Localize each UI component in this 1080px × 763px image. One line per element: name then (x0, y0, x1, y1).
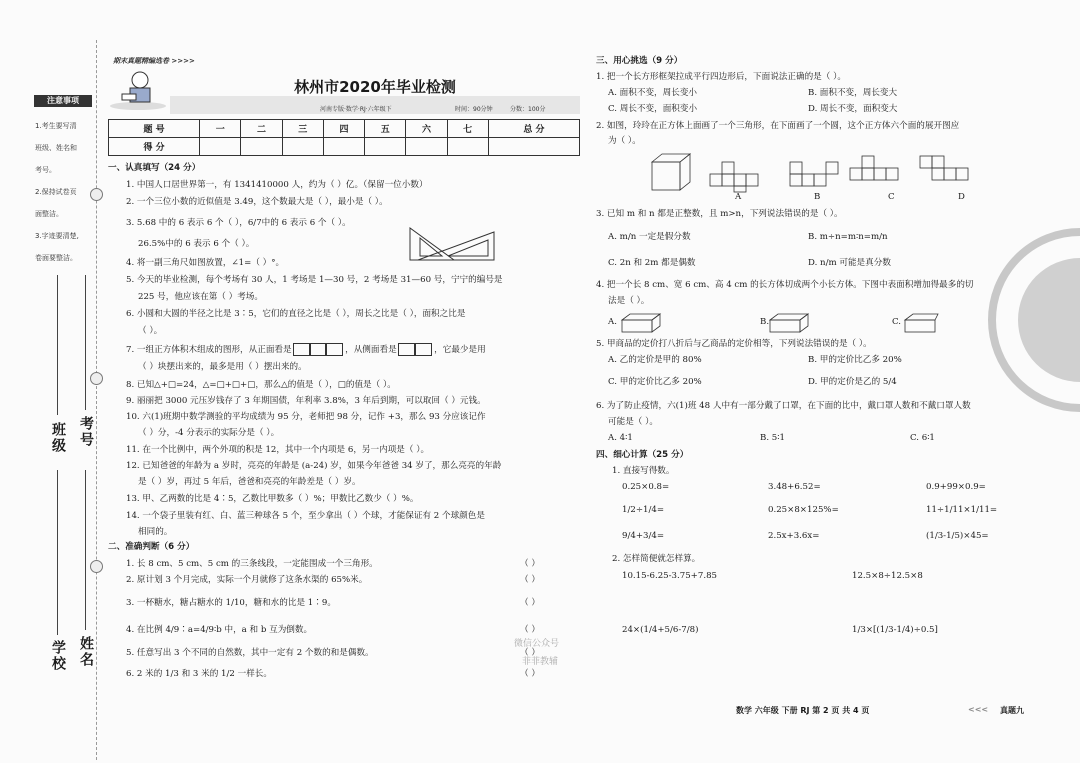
judge-question: 5. 任意写出 3 个不同的自然数，其中一定有 2 个数的和是偶数。 (126, 648, 374, 658)
binding-hole (90, 372, 103, 385)
question: 1. 中国人口居世界第一，有 1341410000 人，约为（ ）亿。（保留一位小数） (126, 180, 428, 190)
choice-question: 3. 已知 m 和 n 都是正整数，且 m>n，下列说法错误的是（ ）。 (596, 209, 843, 219)
answer-mark[interactable]: （ ） (520, 625, 540, 635)
option[interactable]: B. (760, 317, 770, 327)
question-text: ，它最少是用 (434, 345, 486, 355)
school-line (57, 470, 58, 635)
notice-line: 考号。 (35, 166, 56, 174)
sub-question: 1. 直接写得数。 (612, 466, 675, 476)
question: 26.5%中的 6 表示 6 个（ ）。 (138, 239, 255, 249)
question: （ ）。 (138, 326, 163, 336)
calc-item: 11÷1/11×1/11= (926, 505, 998, 515)
option[interactable]: C. 周长不变，面积变小 (608, 104, 698, 114)
option[interactable]: C. 甲的定价比乙多 20% (608, 377, 702, 387)
judge-question: 6. 2 米的 1/3 和 3 米的 1/2 一样长。 (126, 669, 272, 679)
score-table (108, 119, 580, 156)
option[interactable]: B. 5∶1 (760, 433, 785, 443)
table-cell: 六 (406, 120, 447, 138)
simplify-item: 1/3×[(1/3-1/4)÷0.5] (852, 625, 938, 635)
table-cell: 四 (323, 120, 364, 138)
score-input[interactable] (488, 138, 579, 156)
student-illustration (110, 66, 170, 110)
simplify-item: 10.15-6.25-3.75+7.85 (622, 571, 718, 581)
front-view-box (325, 343, 343, 356)
question: 8. 已知△+□=24，△=□+□+□，那么△的值是（ ），□的值是（ ）。 (126, 380, 396, 390)
question: 11. 在一个比例中，两个外项的积是 12，其中一个内项是 6，另一内项是（ ）。 (126, 445, 430, 455)
question: 9. 丽丽把 3000 元压岁钱存了 3 年期国债，年利率 3.8%，3 年后到期，可以取回（ ）元钱。 (126, 396, 486, 406)
option[interactable]: A. (608, 317, 617, 327)
question: 2. 一个三位小数的近似值是 3.49，这个数最大是（ ），最小是（ ）。 (126, 197, 388, 207)
notice-line: 卷面要整洁。 (35, 254, 77, 262)
cuboid-cuts-figure (620, 312, 940, 334)
calc-item: 2.5x+3.6x= (768, 531, 820, 541)
page-title: 林州市2020年毕业检测 (294, 78, 456, 96)
choice-question: 6. 为了防止疫情，六(1)班 48 人中有一部分戴了口罩，在下面的比中，戴口罩人数和不戴口罩人数 (596, 401, 971, 411)
judge-question: 3. 一杯糖水，糖占糖水的 1/10，糖和水的比是 1∶9。 (126, 598, 336, 608)
simplify-item: 24×(1/4+5/6-7/8) (622, 625, 699, 635)
calc-item: (1/3-1/5)×45= (926, 531, 989, 541)
side-view-box (414, 343, 432, 356)
question: 14. 一个袋子里装有红、白、蓝三种球各 5 个，至少拿出（ ）个球，才能保证有 2 个球颜色是 (126, 511, 485, 521)
full-score: 分数：100分 (510, 106, 546, 113)
exam-no-label: 考号 (78, 416, 94, 448)
exam-no-line (85, 275, 86, 410)
page-info: 数学 六年级 下册 RJ 第 2 页 共 4 页 (736, 706, 870, 715)
class-line (57, 275, 58, 415)
choice-question: 4. 把一个长 8 cm、宽 6 cm、高 4 cm 的长方体切成两个小长方体。下图中表面积增加得最多的切 (596, 280, 974, 290)
section-4-heading: 四、细心计算（25 分） (596, 450, 689, 460)
class-label: 班级 (50, 422, 66, 454)
choice-question: 法是（ ）。 (608, 296, 650, 306)
calc-item: 0.25×8×125%= (768, 505, 839, 515)
option[interactable]: B. m÷n=m∶n=m/n (808, 232, 888, 242)
binding-strip (0, 0, 102, 763)
series-tag: 期末真题精编选卷 >>>> (113, 57, 195, 65)
name-line (85, 470, 86, 630)
edition: 河南专版·数学·RJ·六年级下 (320, 106, 392, 113)
question: 相同的。 (138, 527, 173, 537)
score-input[interactable] (200, 138, 241, 156)
answer-mark[interactable]: （ ） (520, 575, 540, 585)
score-input[interactable] (282, 138, 323, 156)
question: 3. 5.68 中的 6 表示 6 个（ ），6/7中的 6 表示 6 个（ ）。 (126, 218, 351, 228)
question: 10. 六(1)班期中数学测验的平均成绩为 95 分，老师把 98 分，记作 +3，那么 93 分应该记作 (126, 412, 486, 422)
answer-mark[interactable]: （ ） (520, 598, 540, 608)
choice-question: 1. 把一个长方形框架拉成平行四边形后，下面说法正确的是（ ）。 (596, 72, 846, 82)
score-input[interactable] (406, 138, 447, 156)
question-text: 7. 一组正方体积木组成的图形，从正面看是 (126, 345, 292, 355)
table-cell: 总 分 (488, 120, 579, 138)
option[interactable]: C. (892, 317, 902, 327)
notice-line: 2.保持试卷页 (35, 188, 77, 196)
simplify-item: 12.5×8÷12.5×8 (852, 571, 923, 581)
set-squares-figure (408, 226, 496, 262)
name-label: 姓名 (78, 636, 94, 668)
option[interactable]: C (888, 192, 895, 202)
option[interactable]: D. 甲的定价是乙的 5/4 (808, 377, 897, 387)
paper-tag: 真题九 (1000, 706, 1024, 715)
calc-item: 0.25×0.8= (622, 482, 670, 492)
stamp-watermark (985, 225, 1080, 415)
notice-line: 班级、姓名和 (35, 144, 77, 152)
footer-arrows: <<< (968, 705, 989, 714)
calc-item: 0.9+99×0.9= (926, 482, 986, 492)
notice-line: 面整洁。 (35, 210, 63, 218)
score-input[interactable] (365, 138, 406, 156)
exam-time: 时间：90分钟 (455, 106, 493, 113)
calc-item: 1/2÷1/4= (622, 505, 665, 515)
section-1-heading: 一、认真填写（24 分） (108, 163, 201, 173)
answer-mark[interactable]: （ ） (520, 648, 540, 658)
choice-question: 2. 如图，玲玲在正方体上面画了一个三角形，在下面画了一个圆，这个正方体六个面的展开图应 (596, 121, 960, 131)
question: 13. 甲、乙两数的比是 4∶5，乙数比甲数多（ ）%；甲数比乙数少（ ）%。 (126, 494, 419, 504)
option[interactable]: A. 乙的定价是甲的 80% (608, 355, 702, 365)
judge-question: 4. 在比例 4/9∶a=4/9∶b 中，a 和 b 互为倒数。 (126, 625, 313, 635)
question: 12. 已知爸爸的年龄为 a 岁时，亮亮的年龄是 (a-24) 岁，如果今年爸爸 34 岁了，那么亮亮的年龄 (126, 461, 502, 471)
binding-hole (90, 560, 103, 573)
choice-question: 为（ ）。 (608, 136, 641, 146)
section-3-heading: 三、用心挑选（9 分） (596, 56, 683, 66)
calc-item: 9/4+3/4= (622, 531, 665, 541)
judge-question: 1. 长 8 cm、5 cm、5 cm 的三条线段，一定能围成一个三角形。 (126, 559, 378, 569)
question: （ ）分，-4 分表示的实际分是（ ）。 (138, 428, 280, 438)
question: 5. 今天的毕业检测，每个考场有 30 人，1 考场是 1—30 号，2 考场是 31—60 号，宁宁的编号是 (126, 275, 503, 285)
answer-mark[interactable]: （ ） (520, 559, 540, 569)
table-cell: 得 分 (109, 138, 200, 156)
table-row (109, 138, 580, 156)
cube-nets-figure (650, 152, 970, 194)
score-input[interactable] (447, 138, 488, 156)
option[interactable]: D. n/m 可能是真分数 (808, 258, 891, 268)
notice-line: 1.考生要写清 (35, 122, 77, 130)
table-cell: 五 (365, 120, 406, 138)
table-cell: 七 (447, 120, 488, 138)
option[interactable]: A (735, 192, 742, 202)
option[interactable]: A. 4∶1 (608, 433, 633, 443)
question: 4. 将一副三角尺如图放置，∠1=（ ）°。 (126, 258, 285, 268)
table-cell: 一 (200, 120, 241, 138)
table-row (109, 120, 580, 138)
question (126, 343, 486, 356)
option[interactable]: D (958, 192, 965, 202)
question: 225 号，他应该在第（ ）考场。 (138, 292, 263, 302)
sub-question: 2. 怎样简便就怎样算。 (612, 554, 701, 564)
option[interactable]: B (814, 192, 821, 202)
school-label: 学校 (50, 640, 66, 672)
choice-question: 5. 甲商品的定价打八折后与乙商品的定价相等，下列说法错误的是（ ）。 (596, 339, 872, 349)
watermark-text: 菲菲教辅 (522, 657, 559, 667)
section-2-heading: 二、准确判断（6 分） (108, 542, 195, 552)
cut-line (96, 40, 97, 760)
notice-text (35, 110, 93, 275)
judge-question: 2. 原计划 3 个月完成，实际一个月就修了这条水渠的 65%米。 (126, 575, 368, 585)
score-input[interactable] (241, 138, 282, 156)
option[interactable]: A. 面积不变，周长变小 (608, 88, 698, 98)
calc-item: 3.48+6.52= (768, 482, 821, 492)
option[interactable]: D. 周长不变，面积变大 (808, 104, 898, 114)
binding-hole (90, 188, 103, 201)
option[interactable]: B. 甲的定价比乙多 20% (808, 355, 902, 365)
table-cell: 二 (241, 120, 282, 138)
option[interactable]: A. m/n 一定是假分数 (608, 232, 691, 242)
option[interactable]: B. 面积不变，周长变大 (808, 88, 898, 98)
question: 是（ ）岁，再过 5 年后，爸爸和亮亮的年龄差是（ ）岁。 (138, 477, 361, 487)
choice-question: 可能是（ ）。 (608, 417, 658, 427)
watermark-text: 微信公众号 (514, 639, 560, 649)
table-cell: 三 (282, 120, 323, 138)
option[interactable]: C. 6∶1 (910, 433, 935, 443)
notice-title: 注意事项 (34, 95, 92, 107)
option[interactable]: C. 2n 和 2m 都是偶数 (608, 258, 696, 268)
question: （ ）块摆出来的，最多是用（ ）摆出来的。 (138, 362, 307, 372)
answer-mark[interactable]: （ ） (520, 669, 540, 679)
score-input[interactable] (323, 138, 364, 156)
table-cell: 题 号 (109, 120, 200, 138)
question-text: ，从侧面看是 (345, 345, 397, 355)
question: 6. 小圆和大圆的半径之比是 3∶5，它们的直径之比是（ ），周长之比是（ ），面积之比是 (126, 309, 466, 319)
notice-line: 3.字迹要清楚, (35, 232, 79, 240)
